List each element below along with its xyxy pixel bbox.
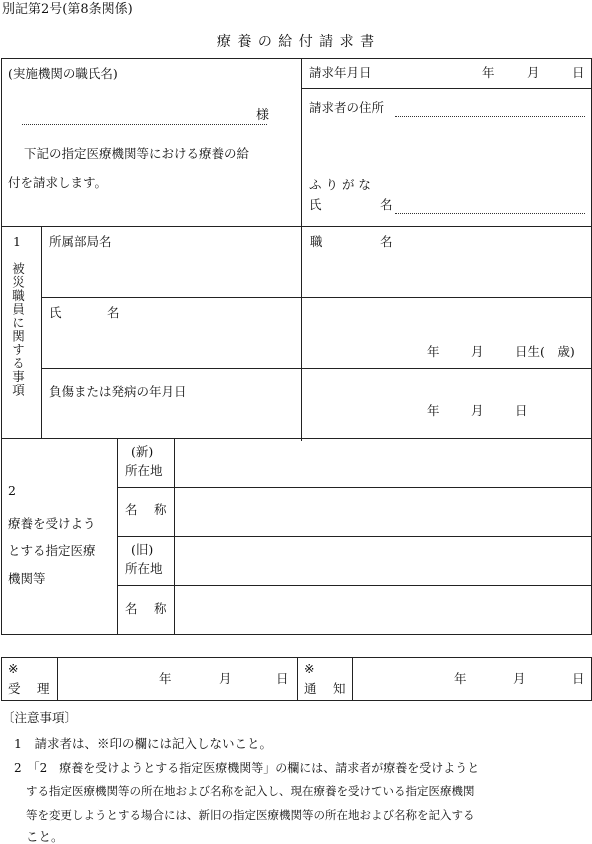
dept-label: 所属部局名 <box>49 234 112 249</box>
agency-name-field[interactable] <box>22 124 267 125</box>
injury-day: 日 <box>515 403 528 418</box>
job-title-label-2: 名 <box>380 234 393 249</box>
note-2-line2: する指定医療機関等の所在地および名称を記入し、現在療養を受けている指定医療機関 <box>26 784 475 798</box>
notice-label-2: 知 <box>333 681 346 696</box>
note-2-line4: こと。 <box>26 829 64 844</box>
agency-label: (実施機関の職氏名) <box>8 66 118 81</box>
furigana-label: ふ り が な <box>309 177 371 192</box>
new-name-label-1: 名 <box>125 502 138 517</box>
request-month: 月 <box>527 65 540 80</box>
request-date-label: 請求年月日 <box>309 65 372 80</box>
request-year: 年 <box>482 65 495 80</box>
receipt-year: 年 <box>159 671 172 686</box>
victim-name-label-1: 氏 <box>49 305 62 320</box>
old-tag: (旧) <box>131 542 154 557</box>
victim-name-label-2: 名 <box>107 305 120 320</box>
note-2-line3: 等を変更しようとする場合には、新旧の指定医療機関等の所在地および名称を記入する <box>26 808 475 822</box>
notice-mark: ※ <box>304 661 315 676</box>
new-name-label-2: 称 <box>154 502 167 517</box>
injury-year: 年 <box>427 403 440 418</box>
injury-date-label: 負傷または発病の年月日 <box>49 384 187 399</box>
notice-year: 年 <box>454 671 467 686</box>
birth-month: 月 <box>471 344 484 359</box>
address-label: 請求者の住所 <box>309 100 385 115</box>
birth-year: 年 <box>427 344 440 359</box>
new-location-label: 所在地 <box>125 463 163 478</box>
request-text-line2: 付を請求します。 <box>8 175 108 190</box>
notice-label-1: 通 <box>304 681 317 696</box>
request-day: 日 <box>572 65 585 80</box>
notes-heading: 〔注意事項〕 <box>2 710 78 725</box>
notice-day: 日 <box>572 671 585 686</box>
requester-name-label-mei: 名 <box>380 197 393 212</box>
job-title-label-1: 職 <box>310 234 323 249</box>
document-title: 療 養 の 給 付 請 求 書 <box>216 34 376 50</box>
receipt-mark: ※ <box>8 661 19 676</box>
birth-day-age: 日生( 歳) <box>515 344 575 359</box>
old-location-label: 所在地 <box>125 561 163 576</box>
section2-title-line3: 機関等 <box>8 571 46 586</box>
receipt-label-2: 理 <box>37 681 50 696</box>
new-tag: (新) <box>131 444 154 459</box>
note-1: 1 請求者は、※印の欄には記入しないこと。 <box>14 736 272 751</box>
section2-title-line2: とする指定医療 <box>8 543 96 558</box>
requester-name-label-shi: 氏 <box>309 197 322 212</box>
section2-title-line1: 療養を受けよう <box>8 516 96 531</box>
old-name-label-2: 称 <box>154 601 167 616</box>
requester-name-field[interactable] <box>395 213 585 214</box>
old-name-label-1: 名 <box>125 601 138 616</box>
honorific-sama: 様 <box>256 108 270 123</box>
receipt-label-1: 受 <box>8 681 21 696</box>
receipt-day: 日 <box>276 671 289 686</box>
request-text-line1: 下記の指定医療機関等における療養の給 <box>24 146 250 161</box>
section1-number: 1 <box>13 234 21 249</box>
receipt-month: 月 <box>219 671 232 686</box>
section1-vertical-title: 被災職員に関する事項 <box>10 262 26 397</box>
form-reference: 別記第2号(第8条関係) <box>2 2 133 17</box>
notice-month: 月 <box>513 671 526 686</box>
section2-number: 2 <box>8 483 16 498</box>
address-field[interactable] <box>395 116 585 117</box>
injury-month: 月 <box>471 403 484 418</box>
note-2-line1: 2 「2 療養を受けようとする指定医療機関等」の欄には、請求者が療養を受けようと <box>14 761 480 775</box>
